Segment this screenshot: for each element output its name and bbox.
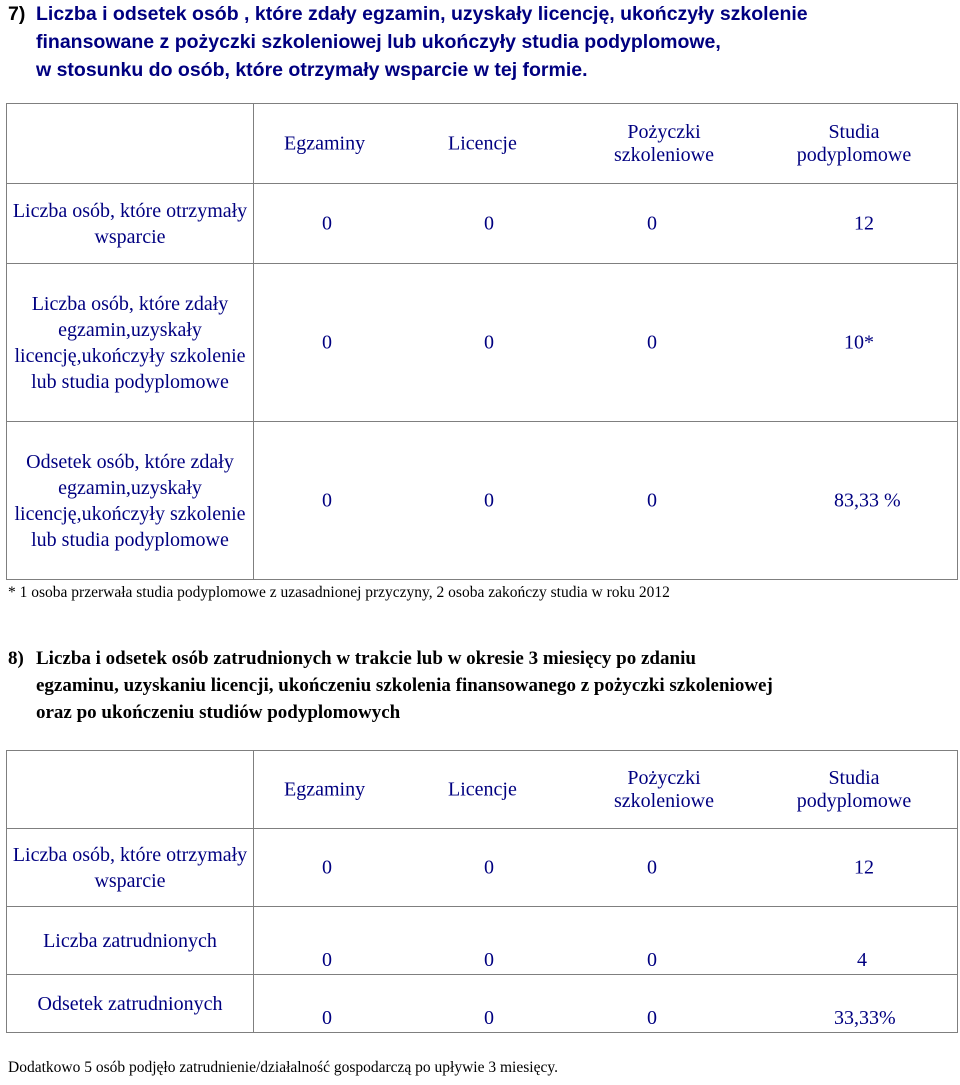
header-studia: Studia podyplomowe <box>796 766 912 812</box>
table-row <box>7 422 958 580</box>
section-7-title-line-1: Liczba i odsetek osób , które zdały egzamin, uzyskały licencję, ukończyły szkolenie <box>36 3 808 25</box>
row-values <box>254 829 958 907</box>
header-pozyczki: Pożyczki szkoleniowe <box>614 120 714 166</box>
table-header-row <box>7 104 958 184</box>
row-values <box>254 422 958 580</box>
header-cell <box>254 751 958 829</box>
table-header-row <box>7 751 958 829</box>
section-8-title-line-2: egzaminu, uzyskaniu licencji, ukończeniu szkolenia finansowanego z pożyczki szkoleniowej <box>36 675 773 696</box>
section-8-table <box>6 750 958 1033</box>
row-label: Odsetek zatrudnionych <box>7 975 254 1033</box>
section-8-title-line-3: oraz po ukończeniu studiów podyplomowych <box>36 702 401 723</box>
section-7-footnote: * 1 osoba przerwała studia podyplomowe z uzasadnionej przyczyny, 2 osoba zakończy studia w roku 2012 <box>8 584 670 601</box>
row-values <box>254 907 958 975</box>
value-pozyczki: 0 <box>647 331 657 353</box>
header-egzaminy: Egzaminy <box>284 132 366 154</box>
header-cell <box>254 104 958 184</box>
row-values <box>254 975 958 1033</box>
value-licencje: 0 <box>484 949 494 971</box>
value-pozyczki: 0 <box>647 489 657 511</box>
value-egzaminy: 0 <box>322 489 332 511</box>
section-7-title-line-3: w stosunku do osób, które otrzymały wsparcie w tej formie. <box>36 59 588 81</box>
value-studia: 12 <box>854 856 874 878</box>
value-egzaminy: 0 <box>322 949 332 971</box>
table-row <box>7 975 958 1033</box>
value-egzaminy: 0 <box>322 331 332 353</box>
header-egzaminy: Egzaminy <box>284 778 366 800</box>
value-licencje: 0 <box>484 856 494 878</box>
header-empty-cell <box>7 751 254 829</box>
row-values <box>254 184 958 264</box>
value-studia: 4 <box>857 949 867 971</box>
value-studia: 83,33 % <box>834 489 901 511</box>
header-licencje: Licencje <box>448 778 517 800</box>
row-label: Liczba osób, które otrzymały wsparcie <box>7 184 254 264</box>
header-studia: Studia podyplomowe <box>796 120 912 166</box>
row-values <box>254 264 958 422</box>
value-pozyczki: 0 <box>647 212 657 234</box>
value-studia: 10* <box>844 331 874 353</box>
row-label: Liczba osób, które otrzymały wsparcie <box>7 829 254 907</box>
section-8-number: 8) <box>8 648 24 669</box>
value-licencje: 0 <box>484 1007 494 1029</box>
value-pozyczki: 0 <box>647 856 657 878</box>
row-label: Liczba zatrudnionych <box>7 907 254 975</box>
header-empty-cell <box>7 104 254 184</box>
value-studia: 33,33% <box>834 1007 896 1029</box>
table-row <box>7 264 958 422</box>
value-licencje: 0 <box>484 212 494 234</box>
value-egzaminy: 0 <box>322 1007 332 1029</box>
row-label: Odsetek osób, które zdały egzamin,uzyskały licencję,ukończyły szkolenie lub studia podyplomowe <box>7 422 254 580</box>
header-licencje: Licencje <box>448 132 517 154</box>
value-studia: 12 <box>854 212 874 234</box>
value-licencje: 0 <box>484 331 494 353</box>
section-7-table <box>6 103 958 580</box>
value-pozyczki: 0 <box>647 1007 657 1029</box>
section-8-title-line-1: Liczba i odsetek osób zatrudnionych w trakcie lub w okresie 3 miesięcy po zdaniu <box>36 648 696 669</box>
section-7-title-line-2: finansowane z pożyczki szkoleniowej lub ukończyły studia podyplomowe, <box>36 31 721 53</box>
value-licencje: 0 <box>484 489 494 511</box>
value-pozyczki: 0 <box>647 949 657 971</box>
table-row <box>7 829 958 907</box>
table-row <box>7 907 958 975</box>
value-egzaminy: 0 <box>322 212 332 234</box>
value-egzaminy: 0 <box>322 856 332 878</box>
table-row <box>7 184 958 264</box>
section-7-number: 7) <box>8 3 26 25</box>
section-8-footnote: Dodatkowo 5 osób podjęło zatrudnienie/działalność gospodarczą po upływie 3 miesięcy. <box>8 1059 558 1076</box>
row-label: Liczba osób, które zdały egzamin,uzyskały licencję,ukończyły szkolenie lub studia podyplomowe <box>7 264 254 422</box>
header-pozyczki: Pożyczki szkoleniowe <box>614 766 714 812</box>
